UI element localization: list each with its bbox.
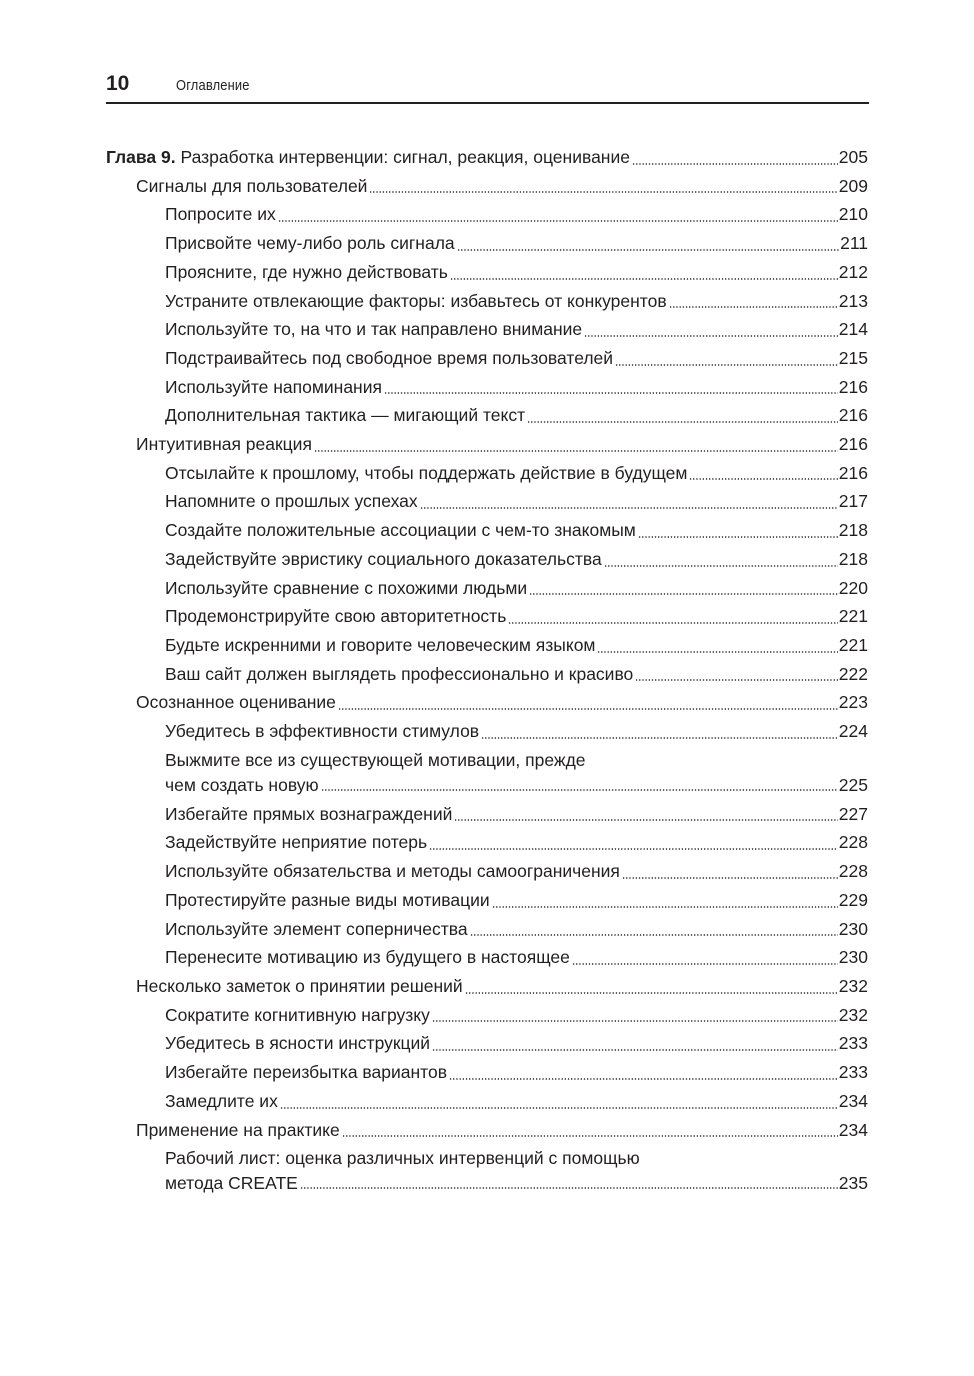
toc-entry-text: Избегайте переизбытка вариантов (165, 1062, 447, 1083)
toc-entry-title (165, 315, 582, 344)
toc-entry-text: Дополнительная тактика — мигающий текст (165, 405, 526, 426)
toc-entry-title (106, 143, 630, 172)
toc-entry-text: Интуитивная реакция (136, 434, 312, 455)
toc-entry-text: Применение на практике (136, 1119, 340, 1140)
dot-leader (338, 706, 838, 712)
toc-entry-text: Задействуйте неприятие потерь (165, 832, 428, 853)
toc-subsection-entry[interactable] (106, 459, 868, 488)
toc-entry-title (136, 972, 463, 1001)
toc-subsection-entry[interactable] (106, 315, 868, 344)
dot-leader (342, 1133, 838, 1139)
toc-subsection-entry[interactable] (106, 200, 868, 229)
toc-entry-title (165, 602, 506, 631)
dot-leader (314, 448, 838, 454)
toc-entry-text: Несколько заметок о принятии решений (136, 975, 463, 996)
dot-leader (689, 476, 837, 482)
toc-entry-title (165, 574, 527, 603)
toc-subsection-entry[interactable] (106, 1087, 868, 1116)
toc-entry-text: Задействуйте эвристику социального доказательства (165, 548, 602, 569)
toc-page-number: 216 (838, 434, 868, 455)
dot-leader (454, 817, 837, 823)
toc-entry-title (136, 172, 367, 201)
toc-subsection-entry[interactable] (106, 1144, 868, 1198)
toc-entry-text: Протестируйте разные виды мотивации (165, 889, 490, 910)
toc-entry-title (165, 773, 319, 798)
toc-entry-text: чем создать новую (165, 774, 319, 795)
toc-entry-title (165, 459, 687, 488)
toc-subsection-entry[interactable] (106, 1058, 868, 1087)
toc-entry-title (165, 915, 468, 944)
toc-entry-title (165, 660, 633, 689)
dot-leader (432, 1018, 838, 1024)
dot-leader (604, 563, 838, 569)
toc-page-number: 224 (838, 721, 868, 742)
toc-entry-title (165, 943, 570, 972)
dot-leader (597, 649, 837, 655)
toc-entry-title (165, 1171, 298, 1196)
toc-entry-text: Сигналы для пользователей (136, 175, 368, 196)
running-head: Оглавление (176, 77, 250, 94)
dot-leader (369, 189, 837, 195)
toc-page-number: 232 (838, 1004, 868, 1025)
toc-page-number: 235 (838, 1173, 868, 1194)
toc-entry-title (165, 1087, 278, 1116)
toc-entry-text: Проясните, где нужно действовать (165, 261, 448, 282)
toc-page-number: 211 (840, 233, 868, 254)
dot-leader (300, 1185, 838, 1191)
toc-entry-text: Используйте сравнение с похожими людьми (165, 577, 528, 598)
toc-entry-title (165, 857, 620, 886)
dot-leader (638, 534, 838, 540)
toc-entry-title (165, 401, 525, 430)
toc-entry-text: Попросите их (165, 204, 276, 225)
dot-leader (321, 787, 838, 793)
toc-page-number: 227 (838, 803, 868, 824)
dot-leader (457, 247, 839, 253)
toc-subsection-entry[interactable] (106, 857, 868, 886)
toc-entry-text: Ваш сайт должен выглядеть профессионально и красиво (165, 663, 634, 684)
toc-entry-text: Разработка интервенции: сигнал, реакция, оценивание (175, 147, 630, 167)
toc-entry-title (165, 200, 276, 229)
toc-entry-title (165, 545, 602, 574)
toc-entry-title (165, 516, 636, 545)
toc-entry-text: Продемонстрируйте свою авторитетность (165, 606, 507, 627)
toc-entry-text: метода CREATE (165, 1173, 298, 1194)
toc-page-number: 214 (838, 319, 868, 340)
toc-entry-text: Используйте то, на что и так направлено внимание (165, 319, 583, 340)
toc-subsection-entry[interactable] (106, 915, 868, 944)
toc-section-entry[interactable] (106, 972, 868, 1001)
dot-leader (449, 1076, 838, 1082)
toc-entry-text: Присвойте чему-либо роль сигнала (165, 233, 455, 254)
toc-entry-text: Сократите когнитивную нагрузку (165, 1004, 430, 1025)
toc-page-number: 228 (838, 832, 868, 853)
toc-entry-text-line1: Выжмите все из существующей мотивации, прежде (165, 749, 586, 770)
toc-page-number: 234 (838, 1090, 868, 1111)
toc-subsection-entry[interactable] (106, 943, 868, 972)
toc-page-number: 216 (838, 405, 868, 426)
toc-entry-text: Используйте элемент соперничества (165, 918, 468, 939)
dot-leader (635, 677, 838, 683)
toc-subsection-entry[interactable] (106, 1029, 868, 1058)
toc-entry-title (165, 258, 448, 287)
toc-subsection-entry[interactable] (106, 746, 868, 800)
dot-leader (622, 875, 838, 881)
toc-page-number: 234 (838, 1119, 868, 1140)
dot-leader (470, 932, 838, 938)
toc-page-number: 223 (838, 692, 868, 713)
toc-page-number: 225 (838, 774, 868, 795)
toc-section-entry[interactable] (106, 172, 868, 201)
toc-subsection-entry[interactable] (106, 516, 868, 545)
toc-subsection-entry[interactable] (106, 401, 868, 430)
toc-subsection-entry[interactable] (106, 545, 868, 574)
toc-entry-title (165, 229, 455, 258)
dot-leader (632, 161, 838, 167)
dot-leader (584, 333, 838, 339)
dot-leader (529, 591, 838, 597)
toc-subsection-entry[interactable] (106, 258, 868, 287)
toc-page-number: 230 (838, 918, 868, 939)
toc-page-number: 213 (838, 290, 868, 311)
toc-subsection-entry[interactable] (106, 373, 868, 402)
toc-entry-title (165, 1029, 430, 1058)
toc-subsection-entry[interactable] (106, 574, 868, 603)
dot-leader (572, 961, 838, 967)
toc-entry-text: Перенесите мотивацию из будущего в настоящее (165, 947, 570, 968)
toc-entry-text: Подстраивайтесь под свободное время пользователей (165, 347, 614, 368)
toc-section-entry[interactable] (106, 688, 868, 717)
toc-entry-text: Избегайте прямых вознаграждений (165, 803, 453, 824)
toc-subsection-entry[interactable] (106, 344, 868, 373)
toc-entry-text: Убедитесь в ясности инструкций (165, 1033, 431, 1054)
toc-page-number: 228 (838, 861, 868, 882)
dot-leader (278, 218, 838, 224)
toc-section-entry[interactable] (106, 1116, 868, 1145)
toc-page-number: 218 (838, 520, 868, 541)
toc-entry-text: Осознанное оценивание (136, 692, 336, 713)
toc-page-number: 232 (838, 975, 868, 996)
toc-subsection-entry[interactable] (106, 631, 868, 660)
toc-entry-title (136, 430, 312, 459)
toc-page-number: 218 (838, 548, 868, 569)
dot-leader (492, 904, 838, 910)
toc-entry-last-line (165, 1171, 868, 1196)
toc-entry-text: Замедлите их (165, 1090, 278, 1111)
toc-entry-title (165, 287, 667, 316)
toc-entry-text: Напомните о прошлых успехах (165, 491, 418, 512)
dot-leader (280, 1105, 838, 1111)
dot-leader (465, 990, 838, 996)
toc-page-number: 220 (838, 577, 868, 598)
toc-entry-text: Используйте обязательства и методы самоограничения (165, 861, 620, 882)
toc-entry-title (165, 800, 452, 829)
chapter-label: Глава 9. (106, 147, 176, 167)
dot-leader (615, 362, 838, 368)
toc-entry-title (165, 344, 613, 373)
dot-leader (508, 620, 837, 626)
toc-entry-title (165, 631, 595, 660)
toc-page-number: 212 (838, 261, 868, 282)
toc-entry-title (165, 1001, 430, 1030)
toc-page-number: 209 (838, 175, 868, 196)
dot-leader (527, 419, 838, 425)
toc-entry-text: Устраните отвлекающие факторы: избавьтесь от конкурентов (165, 290, 667, 311)
toc-subsection-entry[interactable] (106, 886, 868, 915)
toc-page-number: 233 (838, 1062, 868, 1083)
toc-entry-title (165, 886, 490, 915)
toc-entry-last-line (165, 773, 868, 798)
toc-entry-title (165, 717, 479, 746)
toc-page-number: 230 (838, 947, 868, 968)
toc-subsection-entry[interactable] (106, 287, 868, 316)
toc-page-number: 216 (838, 376, 868, 397)
toc-entry-title (165, 828, 427, 857)
toc-entry-text: Создайте положительные ассоциации с чем-то знакомым (165, 520, 636, 541)
toc-subsection-entry[interactable] (106, 229, 868, 258)
toc-page-number: 216 (838, 462, 868, 483)
toc-entry-text: Будьте искренними и говорите человеческим языком (165, 634, 596, 655)
table-of-contents (106, 143, 868, 1198)
toc-page-number: 205 (838, 147, 868, 167)
toc-entry-text-line1: Рабочий лист: оценка различных интервенций с помощью (165, 1148, 640, 1169)
toc-entry-text: Отсылайте к прошлому, чтобы поддержать действие в будущем (165, 462, 688, 483)
toc-chapter-entry[interactable] (106, 143, 868, 172)
toc-subsection-entry[interactable] (106, 800, 868, 829)
page-header (106, 66, 869, 104)
toc-page-number: 222 (838, 663, 868, 684)
toc-subsection-entry[interactable] (106, 660, 868, 689)
page-number: 10 (106, 72, 130, 95)
toc-entry-title (165, 1058, 447, 1087)
toc-entry-title (165, 373, 382, 402)
dot-leader (420, 505, 838, 511)
toc-subsection-entry[interactable] (106, 1001, 868, 1030)
dot-leader (384, 390, 838, 396)
toc-page-number: 215 (838, 347, 868, 368)
dot-leader (669, 304, 838, 310)
toc-page-number: 221 (838, 634, 868, 655)
dot-leader (429, 846, 838, 852)
toc-entry-title (136, 1116, 340, 1145)
toc-page-number: 229 (838, 889, 868, 910)
toc-subsection-entry[interactable] (106, 602, 868, 631)
toc-page-number: 233 (838, 1033, 868, 1054)
toc-page-number: 217 (838, 491, 868, 512)
toc-page-number: 221 (838, 606, 868, 627)
toc-subsection-entry[interactable] (106, 717, 868, 746)
dot-leader (432, 1047, 838, 1053)
toc-page-number: 210 (838, 204, 868, 225)
toc-entry-title (165, 487, 418, 516)
dot-leader (481, 735, 838, 741)
toc-entry-title (136, 688, 336, 717)
toc-subsection-entry[interactable] (106, 828, 868, 857)
toc-entry-text: Используйте напоминания (165, 376, 382, 397)
toc-subsection-entry[interactable] (106, 487, 868, 516)
toc-entry-text: Убедитесь в эффективности стимулов (165, 721, 480, 742)
dot-leader (450, 276, 838, 282)
toc-section-entry[interactable] (106, 430, 868, 459)
